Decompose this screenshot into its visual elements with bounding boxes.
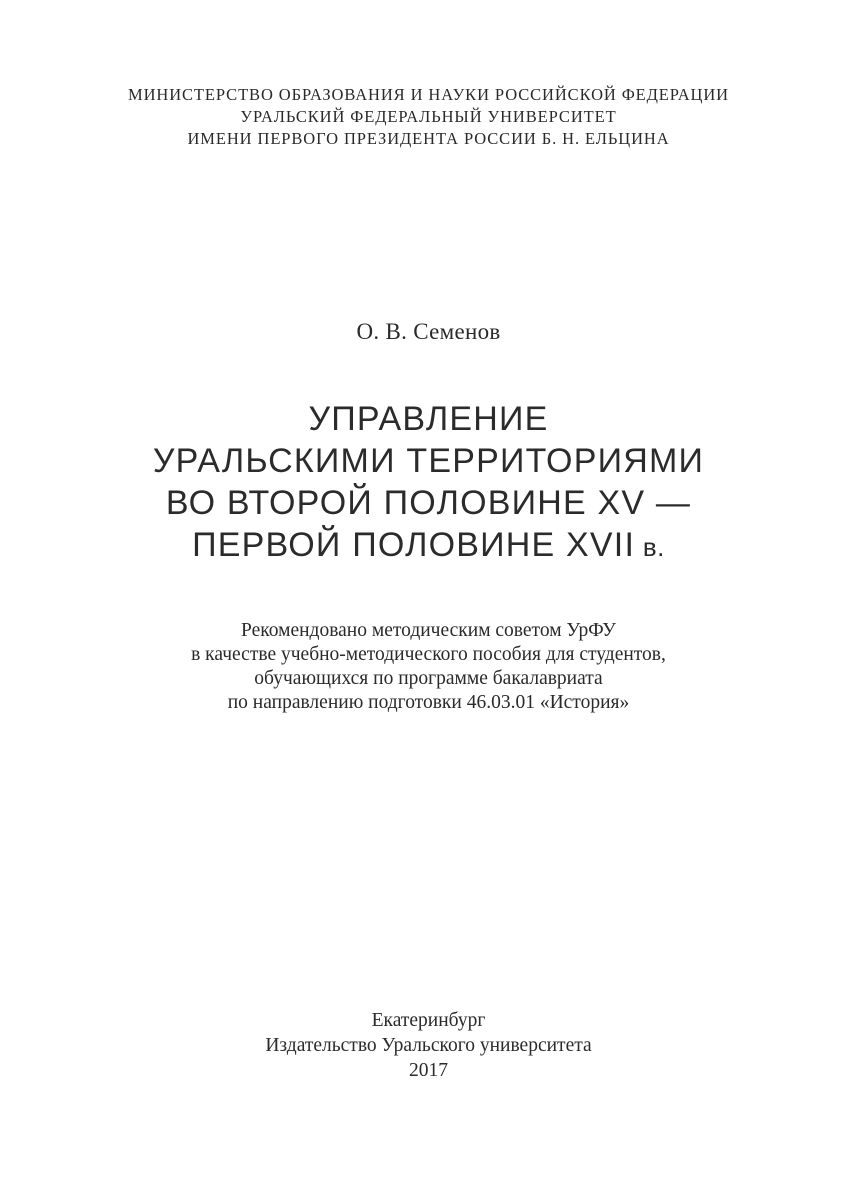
header-line-named-after: ИМЕНИ ПЕРВОГО ПРЕЗИДЕНТА РОССИИ Б. Н. ЕЛЬЦИНА <box>187 129 670 148</box>
institution-header <box>0 84 857 150</box>
recommendation-line-3: обучающихся по программе бакалавриата <box>254 668 603 689</box>
recommendation <box>0 619 857 715</box>
recommendation-line-4: по направлению подготовки 46.03.01 «История» <box>227 692 630 713</box>
title-line-3: ВО ВТОРОЙ ПОЛОВИНЕ XV — <box>165 484 692 522</box>
header-line-ministry: МИНИСТЕРСТВО ОБРАЗОВАНИЯ И НАУКИ РОССИЙСКОЙ ФЕДЕРАЦИИ <box>128 85 729 104</box>
recommendation-line-1: Рекомендовано методическим советом УрФУ <box>241 620 616 641</box>
author <box>0 318 857 346</box>
imprint-publisher: Издательство Уральского университета <box>265 1035 592 1056</box>
title-century-suffix: в. <box>635 532 665 562</box>
author-name: О. В. Семенов <box>356 319 501 344</box>
title-line-4-text: ПЕРВОЙ ПОЛОВИНЕ XVII <box>192 526 636 564</box>
imprint-year: 2017 <box>409 1060 448 1081</box>
title-line-2: УРАЛЬСКИМИ ТЕРРИТОРИЯМИ <box>152 442 705 480</box>
title-line-1: УПРАВЛЕНИЕ <box>308 400 549 438</box>
title-line-4 <box>0 524 857 568</box>
book-title <box>0 398 857 568</box>
recommendation-line-2: в качестве учебно-методического пособия для студентов, <box>191 644 666 665</box>
imprint <box>0 1008 857 1083</box>
imprint-city: Екатеринбург <box>371 1010 486 1031</box>
header-line-university: УРАЛЬСКИЙ ФЕДЕРАЛЬНЫЙ УНИВЕРСИТЕТ <box>240 107 617 126</box>
